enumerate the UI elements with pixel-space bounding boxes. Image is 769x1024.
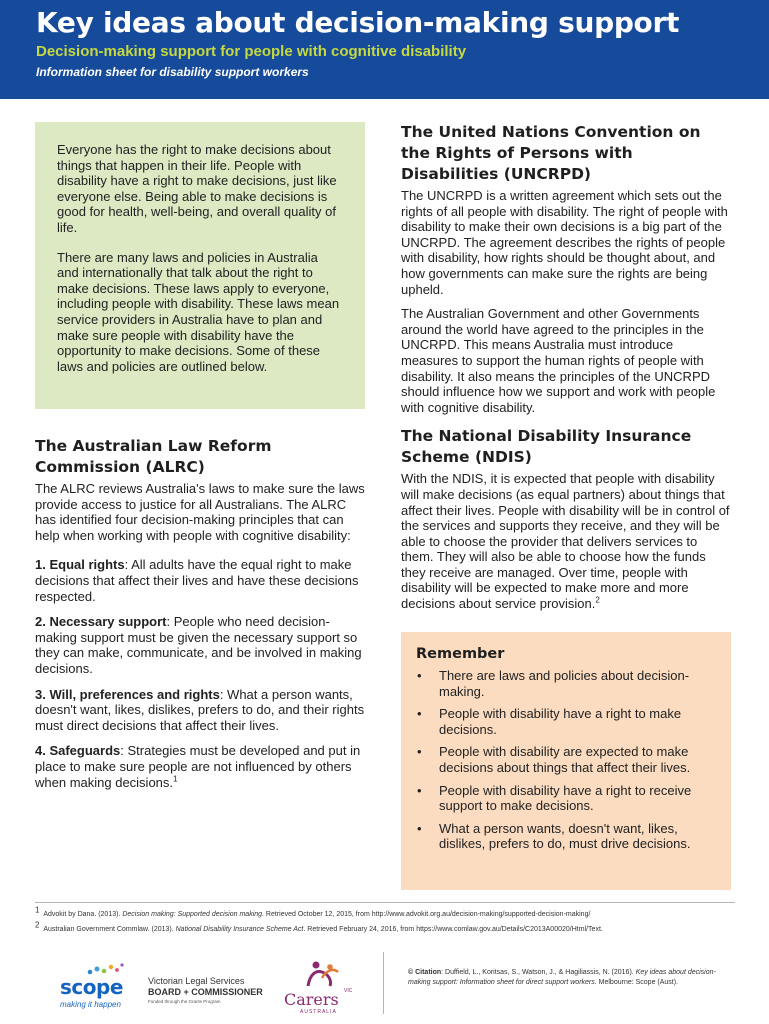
citation-title: Key ideas about decision-making support: Information sheet for direct support workers	[408, 969, 716, 986]
principle-item	[35, 614, 367, 676]
alrc-heading: The Australian Law Reform Commission (ALRC)	[35, 437, 272, 476]
uncrpd-heading: The United Nations Convention on the Rights of Persons with Disabilities (UNCRPD)	[401, 123, 701, 183]
carers-figure-icon	[302, 958, 342, 988]
remember-heading: Remember	[416, 646, 505, 662]
principle-item	[35, 557, 367, 604]
footnote-2	[35, 920, 735, 934]
principle-term: 2. Necessary support	[35, 614, 167, 630]
principle-text: : Strategies must be developed and put in place to make sure people are not influenced by others when making decisions.	[35, 743, 361, 790]
principle-item	[35, 687, 367, 734]
intro-box	[35, 122, 365, 409]
bullet-icon: •	[417, 706, 422, 722]
page-subtitle: Decision-making support for people with cognitive disability	[36, 43, 467, 60]
footnote-ref[interactable]: 2	[595, 595, 600, 605]
ndis-body	[401, 471, 731, 611]
vlsb-line-1: Victorian Legal Services	[148, 976, 245, 986]
vlsb-line-3: Funded through the Grants Program	[148, 999, 221, 1004]
ndis-body-text: With the NDIS, it is expected that people with disability will make decisions (as equal partners) about things that affect their lives. People with disability will be in control of the services and supports they receive, and they will be able to choose the provider that delivers services to them. They will also be able to choose how the funds they receive are managed. Over time, people with disability will be expected to make more and more decisions about service provision.	[401, 471, 730, 612]
footnote-number: 2	[35, 920, 40, 930]
scope-tagline: making it happen	[60, 1000, 121, 1009]
principle-text: : What a person wants, doesn't want, likes, dislikes, prefers to do, and their rights must direct decisions that affect their lives.	[35, 686, 365, 733]
citation-publisher: . Melbourne: Scope (Aust).	[594, 978, 679, 986]
header-banner	[0, 0, 769, 99]
citation	[408, 968, 738, 987]
list-item-text: People with disability are expected to make decisions about things that affect their lives.	[439, 744, 691, 775]
footnote-link[interactable]: . Retrieved February 24, 2016, from https://www.comlaw.gov.au/Details/C2013A00020/Html/Text.	[303, 926, 603, 933]
vlsb-line-2: BOARD + COMMISSIONER	[148, 987, 263, 997]
carers-wordmark: Carers	[284, 990, 339, 1009]
footnote-1	[35, 905, 735, 919]
bullet-icon: •	[417, 668, 422, 683]
footnote-title: Decision making: Supported decision making	[122, 911, 263, 918]
list-item-text: There are laws and policies about decision-making.	[439, 668, 690, 699]
citation-text: : Duffield, L., Koritsas, S., Watson, J., & Hagiliassis, N. (2016).	[441, 969, 636, 976]
scope-dots-icon	[86, 962, 126, 976]
principle-item	[35, 743, 367, 790]
scope-wordmark: scope	[60, 975, 123, 999]
bullet-icon: •	[417, 820, 422, 836]
principle-term: 3. Will, preferences and rights	[35, 686, 220, 702]
page-tagline: Information sheet for disability support workers	[36, 65, 309, 79]
list-item	[416, 744, 715, 775]
footer-divider	[383, 952, 384, 1014]
scope-logo	[60, 962, 130, 1016]
intro-paragraph-1: Everyone has the right to make decisions about things that happen in their life. People with disability have a right to make decisions, just like everyone else. Being able to make decisions is good for health, well-being, and overall quality of life.	[57, 142, 337, 235]
footnote-ref[interactable]: 1	[173, 774, 178, 784]
alrc-body: The ALRC reviews Australia's laws to make sure the laws provide access to justice for all Australians. The ALRC has identified four decision-making principles that can help when working with people with cognitive disability:	[35, 481, 365, 543]
footnote-text: Advokit by Dana. (2013).	[43, 911, 123, 918]
list-item-text: People with disability have a right to receive support to make decisions.	[439, 782, 692, 814]
list-item	[416, 706, 715, 737]
carers-country: AUSTRALIA	[300, 1009, 337, 1015]
bullet-icon: •	[417, 782, 422, 798]
citation-label: © Citation	[408, 969, 442, 976]
page-title: Key ideas about decision-making support	[36, 6, 680, 39]
remember-box	[401, 632, 731, 890]
list-item	[416, 821, 715, 852]
footnote-text: Australian Government Commlaw. (2013).	[43, 926, 176, 933]
ndis-heading: The National Disability Insurance Scheme (NDIS)	[401, 427, 692, 467]
carers-state: VIC	[344, 988, 353, 994]
principle-text: : All adults have the equal right to make decisions that affect their lives and have these decisions respected.	[35, 557, 359, 604]
list-item	[416, 668, 715, 699]
footnote-link[interactable]: . Retrieved October 12, 2015, from http://www.advokit.org.au/decision-making/supported-decision-making/	[262, 911, 591, 918]
footnotes	[35, 902, 735, 940]
remember-list	[416, 668, 715, 852]
footnote-number: 1	[35, 905, 40, 915]
footnote-title: National Disability Insurance Scheme Act	[175, 926, 304, 933]
uncrpd-paragraph-1: The UNCRPD is a written agreement which sets out the rights of all people with disability. The right of people with disability to make their own decisions is a big part of the UNCRPD. The agreement describes the rights of people with disability, how rights should be thought about, and how governments can make sure the rights are being upheld.	[401, 188, 728, 297]
alrc-section	[35, 436, 367, 800]
list-item-text: People with disability have a right to make decisions.	[439, 706, 682, 737]
list-item	[416, 783, 715, 814]
vlsb-logo	[148, 976, 268, 1012]
principle-term: 1. Equal rights	[35, 557, 125, 573]
principle-term: 4. Safeguards	[35, 743, 121, 759]
bullet-icon: •	[417, 744, 422, 760]
uncrpd-paragraph-2: The Australian Government and other Governments around the world have agreed to the principles in the UNCRPD. This means Australia must introduce measures to support the human rights of people with disability. It also means the principles of the UNCRPD should influence how we support and work with people with cognitive disability.	[401, 306, 716, 415]
principle-text: : People who need decision-making support must be given the necessary support so they can make, communicate, and be involved in making decisions.	[35, 614, 362, 676]
list-item-text: What a person wants, doesn't want, likes, dislikes, prefers to do, must drive decisions.	[439, 820, 691, 852]
intro-paragraph-2: There are many laws and policies in Australia and internationally that talk about the right to make decisions. These laws apply to everyone, including people with disability. These laws mean service providers in Australia have to plan and make sure people with disability have the opportunity to make decisions. Some of these laws and policies are outlined below.	[57, 249, 340, 374]
right-column	[401, 122, 731, 621]
carers-logo	[284, 958, 356, 1016]
